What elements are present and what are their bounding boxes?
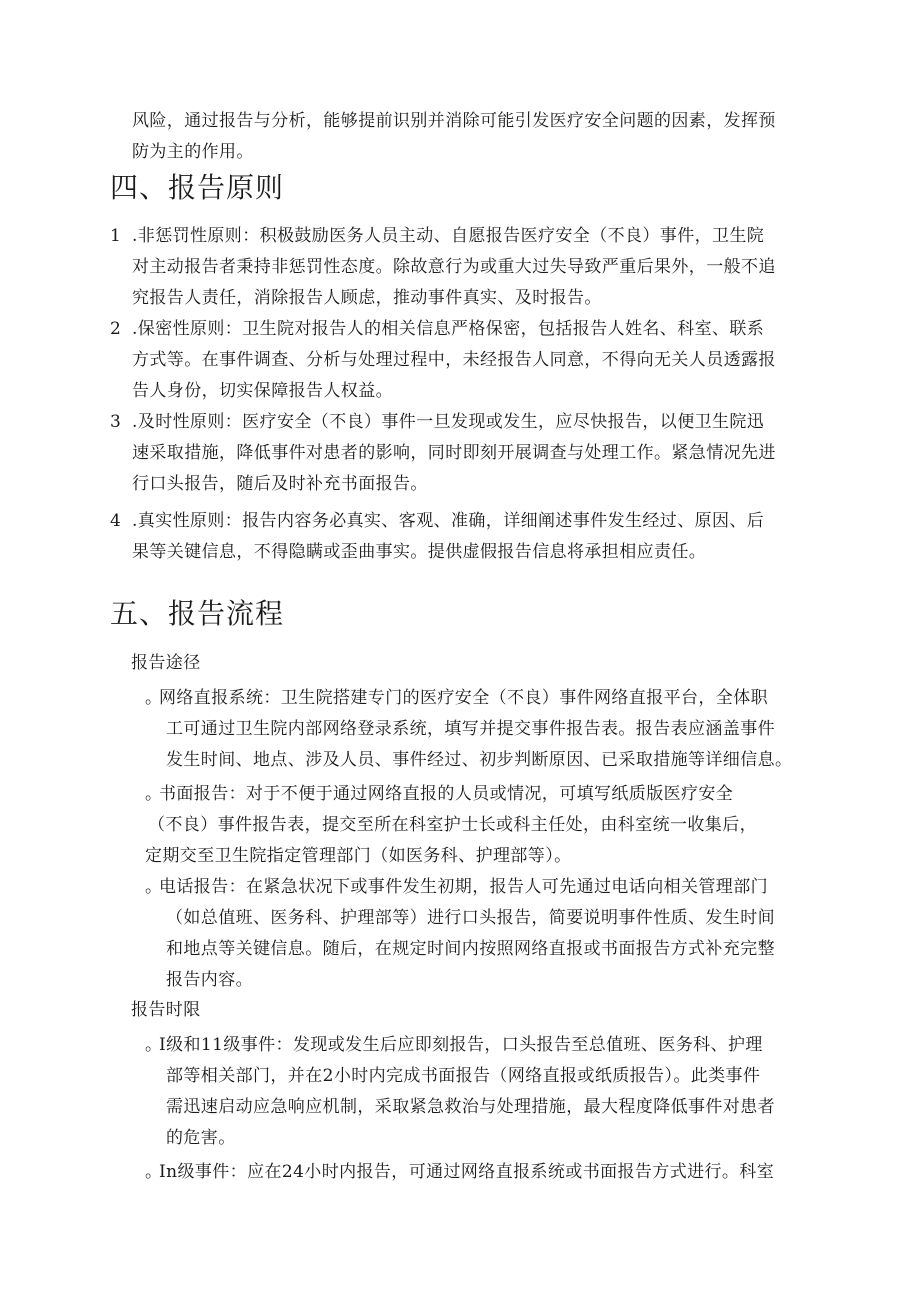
item-line: .非惩罚性原则：积极鼓励医务人员主动、自愿报告医疗安全（不良）事件，卫生院 xyxy=(132,226,765,246)
item-line: 工可通过卫生院内部网络登录系统，填写并提交事件报告表。报告表应涵盖事件 xyxy=(166,719,775,739)
item-line: 对主动报告者秉持非惩罚性态度。除故意行为或重大过失导致严重后果外，一般不追 xyxy=(132,257,776,277)
item-number: 1 xyxy=(110,226,122,246)
item-line: 告人身份，切实保障报告人权益。 xyxy=(132,381,393,401)
item-line: 速采取措施，降低事件对患者的影响，同时即刻开展调查与处理工作。紧急情况先进 xyxy=(132,443,776,463)
item-number: 3 xyxy=(110,412,122,432)
item-line: 的危害。 xyxy=(166,1128,236,1148)
item-line: In级事件：应在24小时内报告，可通过网络直报系统或书面报告方式进行。科室 xyxy=(159,1162,775,1182)
item-line: 行口头报告，随后及时补充书面报告。 xyxy=(132,474,428,494)
intro-paragraph xyxy=(132,106,776,168)
item-line: .真实性原则：报告内容务必真实、客观、准确，详细阐述事件发生经过、原因、后 xyxy=(132,511,765,531)
section-4-heading: 四、报告原则 xyxy=(110,171,285,204)
channel-item-network xyxy=(145,683,792,776)
intro-line: 防为主的作用。 xyxy=(132,142,254,162)
item-line: 果等关键信息，不得隐瞒或歪曲事实。提供虚假报告信息将承担相应责任。 xyxy=(132,542,707,562)
item-line: 和地点等关键信息。随后，在规定时间内按照网络直报或书面报告方式补充完整 xyxy=(166,939,775,959)
principle-item-4 xyxy=(110,506,764,568)
item-line: 究报告人责任，消除报告人顾虑，推动事件真实、及时报告。 xyxy=(132,288,602,308)
item-line: 部等相关部门，并在2小时内完成书面报告（网络直报或纸质报告）。此类事件 xyxy=(166,1066,761,1086)
deadline-item-level-3 xyxy=(145,1157,774,1188)
section-5-heading: 五、报告流程 xyxy=(110,597,285,630)
channel-item-written xyxy=(145,779,757,872)
deadline-item-level-1-2 xyxy=(145,1030,775,1154)
intro-line: 风险，通过报告与分析，能够提前识别并消除可能引发医疗安全问题的因素，发挥预 xyxy=(132,111,776,131)
principle-item-1 xyxy=(110,221,776,314)
deadlines-label: 报告时限 xyxy=(131,1000,201,1020)
bullet-mark: 。 xyxy=(145,1035,163,1055)
item-line: 发生时间、地点、涉及人员、事件经过、初步判断原因、已采取措施等详细信息。 xyxy=(166,750,793,770)
principle-item-3 xyxy=(110,407,776,500)
item-line: 方式等。在事件调查、分析与处理过程中，未经报告人同意，不得向无关人员透露报 xyxy=(132,350,776,370)
item-line: .保密性原则：卫生院对报告人的相关信息严格保密，包括报告人姓名、科室、联系 xyxy=(132,319,765,339)
item-line: 网络直报系统：卫生院搭建专门的医疗安全（不良）事件网络直报平台，全体职 xyxy=(159,688,768,708)
bullet-mark: 。 xyxy=(145,784,163,804)
item-number: 2 xyxy=(110,319,122,339)
item-line: （不良）事件报告表，提交至所在科室护士长或科主任处，由科室统一收集后， xyxy=(148,815,757,835)
item-line: 报告内容。 xyxy=(166,970,253,990)
item-line: （如总值班、医务科、护理部等）进行口头报告，简要说明事件性质、发生时间 xyxy=(166,908,775,928)
channels-label: 报告途径 xyxy=(131,653,201,673)
item-line: 定期交至卫生院指定管理部门（如医务科、护理部等）。 xyxy=(145,846,572,866)
item-line: I级和11级事件：发现或发生后应即刻报告，口头报告至总值班、医务科、护理 xyxy=(159,1035,763,1055)
item-line: 电话报告：在紧急状况下或事件发生初期，报告人可先通过电话向相关管理部门 xyxy=(159,877,768,897)
item-line: 书面报告：对于不便于通过网络直报的人员或情况，可填写纸质版医疗安全 xyxy=(159,784,734,804)
item-number: 4 xyxy=(110,511,122,531)
bullet-mark: 。 xyxy=(145,688,163,708)
bullet-mark: 。 xyxy=(145,877,163,897)
principle-item-2 xyxy=(110,314,776,407)
item-line: 需迅速启动应急响应机制，采取紧急救治与处理措施，最大程度降低事件对患者 xyxy=(166,1097,775,1117)
item-line: .及时性原则：医疗安全（不良）事件一旦发现或发生，应尽快报告，以便卫生院迅 xyxy=(132,412,765,432)
bullet-mark: 。 xyxy=(145,1162,163,1182)
channel-item-phone xyxy=(145,872,775,996)
